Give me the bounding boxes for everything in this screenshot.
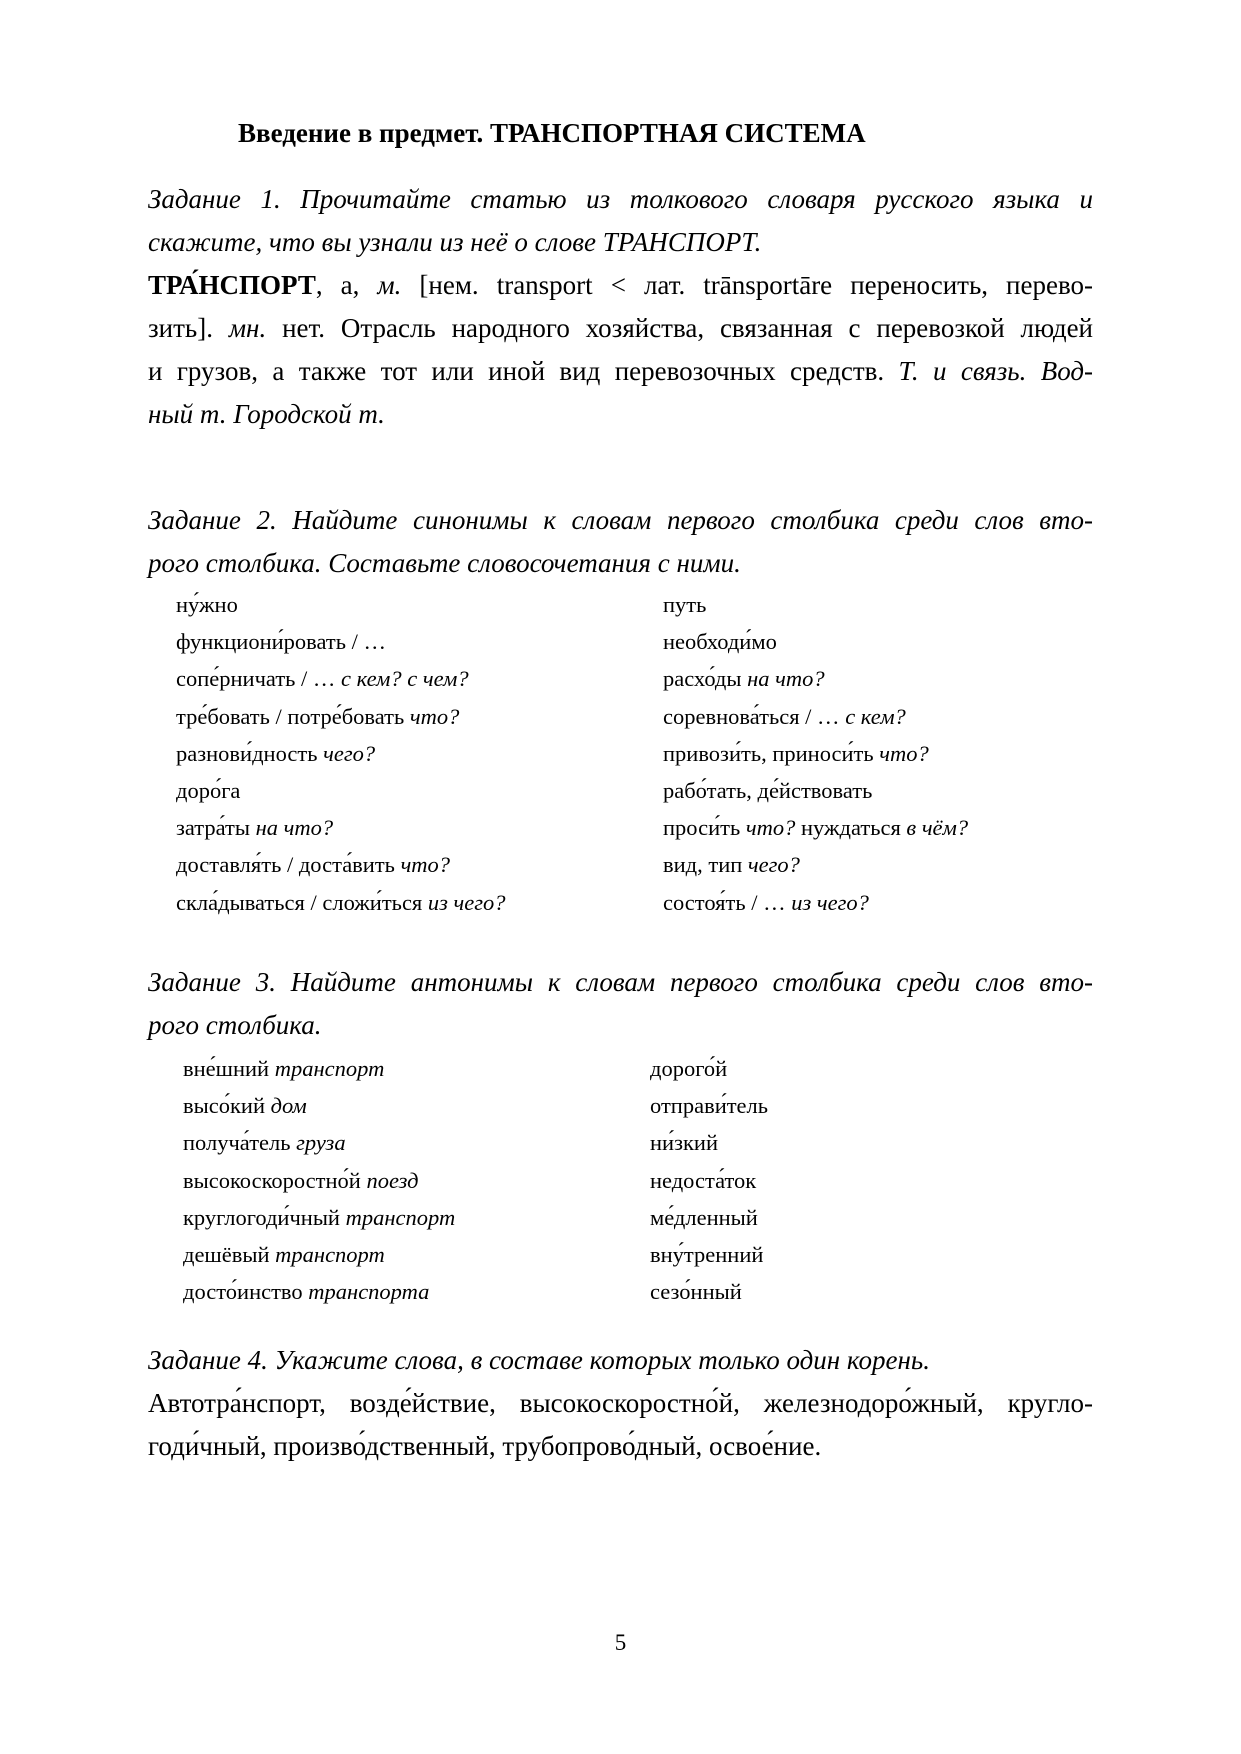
left-noun: транспорта bbox=[308, 1279, 430, 1305]
synonym-left-cell bbox=[176, 735, 375, 772]
task-1 bbox=[148, 178, 1093, 436]
right-word-2: нуждаться bbox=[795, 815, 907, 841]
left-question: что? bbox=[409, 703, 460, 729]
synonym-left-cell bbox=[176, 809, 333, 846]
antonym-right-cell: сезо́нный bbox=[650, 1279, 742, 1305]
antonym-right-cell: отправи́тель bbox=[650, 1093, 769, 1119]
synonym-right-cell bbox=[663, 735, 929, 772]
left-question: на что? bbox=[255, 815, 334, 841]
synonym-right-cell bbox=[663, 846, 800, 883]
task-4-words-line-2: годи́чный, произво́дственный, трубопрово́дный, освое́ние. bbox=[148, 1431, 822, 1461]
synonym-right-cell bbox=[663, 772, 872, 809]
left-word: тре́бовать / потре́бовать bbox=[176, 703, 410, 729]
table-row bbox=[176, 623, 1036, 660]
left-question: что? bbox=[400, 852, 451, 878]
right-question: чего? bbox=[747, 852, 800, 878]
synonym-left-cell bbox=[176, 846, 450, 883]
antonym-right-cell: ни́зкий bbox=[650, 1130, 718, 1156]
right-word: соревнова́ться / … bbox=[663, 703, 846, 729]
antonym-left-cell bbox=[183, 1236, 385, 1273]
table-row bbox=[183, 1050, 1043, 1087]
right-question: что? bbox=[745, 815, 796, 841]
left-word: получа́тель bbox=[183, 1130, 297, 1156]
left-question: из чего? bbox=[427, 889, 506, 915]
right-word: рабо́тать, де́йствовать bbox=[663, 777, 873, 803]
dictionary-entry-line-1: ТРА́НСПОРТ, а, м. [нем. transport < лат. trānsportāre переносить, перево- bbox=[148, 270, 1094, 300]
right-word: путь bbox=[663, 592, 707, 617]
left-word: скла́дываться / сложи́ться bbox=[176, 889, 428, 915]
antonym-left-cell bbox=[183, 1162, 419, 1199]
entry-headword: ТРА́НСПОРТ bbox=[148, 270, 316, 300]
synonym-right-cell bbox=[663, 660, 825, 697]
task-3-instruction-line-1: Задание 3. Найдите антонимы к словам первого столбика среди слов вто- bbox=[148, 967, 1093, 997]
right-word: состоя́ть / … bbox=[663, 889, 792, 915]
left-noun: транспорт bbox=[345, 1204, 456, 1230]
table-row bbox=[176, 809, 1036, 846]
task-1-instruction-line-1: Задание 1. Прочитайте статью из толкового словаря русского языка и bbox=[148, 184, 1093, 214]
left-noun: дом bbox=[270, 1093, 307, 1119]
synonym-right-cell bbox=[663, 884, 869, 921]
task-3 bbox=[148, 961, 1093, 1047]
dictionary-entry-line-3: и грузов, а также тот или иной вид перевозочных средств. Т. и связь. Вод- bbox=[148, 356, 1093, 386]
task-2-instruction-line-2: рого столбика. Составьте словосочетания с ними. bbox=[148, 548, 741, 578]
synonyms-table bbox=[176, 586, 1036, 921]
synonym-left-cell bbox=[176, 660, 469, 697]
left-word: сопе́рничать / … bbox=[176, 666, 342, 692]
table-row bbox=[183, 1273, 1043, 1310]
left-noun: транспорт bbox=[275, 1241, 385, 1267]
table-row bbox=[176, 772, 1036, 809]
left-word: доро́га bbox=[176, 777, 241, 803]
right-word: расхо́ды bbox=[663, 666, 748, 692]
synonym-left-cell bbox=[176, 772, 240, 809]
antonym-left-cell bbox=[183, 1124, 346, 1161]
antonym-left-cell bbox=[183, 1273, 429, 1310]
right-word: вид, тип bbox=[663, 852, 748, 878]
table-row bbox=[176, 586, 1036, 623]
antonym-left-cell bbox=[183, 1087, 307, 1124]
antonym-left-cell bbox=[183, 1199, 455, 1236]
left-word: высо́кий bbox=[183, 1093, 271, 1119]
page-title: Введение в предмет. ТРАНСПОРТНАЯ СИСТЕМА bbox=[238, 118, 866, 148]
dictionary-entry-line-2: зить]. мн. нет. Отрасль народного хозяйства, связанная с перевозкой людей bbox=[148, 313, 1094, 343]
right-question-2: в чём? bbox=[906, 815, 969, 841]
table-row bbox=[183, 1236, 1043, 1273]
left-word: ну́жно bbox=[176, 592, 238, 617]
antonym-left-cell bbox=[183, 1050, 384, 1087]
left-word: высокоскоростно́й bbox=[183, 1167, 367, 1193]
task-4 bbox=[148, 1339, 1093, 1468]
left-noun: транспорт bbox=[274, 1056, 385, 1081]
right-question: из чего? bbox=[791, 889, 869, 915]
dictionary-entry-line-4: ный т. Городской т. bbox=[148, 399, 385, 429]
synonym-left-cell bbox=[176, 698, 459, 735]
synonym-left-cell bbox=[176, 623, 386, 660]
antonym-right-cell: недоста́ток bbox=[650, 1167, 757, 1193]
right-question: с кем? bbox=[845, 703, 906, 729]
left-word: разнови́дность bbox=[176, 740, 324, 766]
table-row bbox=[183, 1087, 1043, 1124]
right-question: что? bbox=[879, 740, 929, 766]
page-number: 5 bbox=[614, 1630, 627, 1655]
task-1-instruction-line-2: скажите, что вы узнали из неё о слове ТРАНСПОРТ. bbox=[148, 227, 762, 257]
left-noun: поезд bbox=[366, 1167, 419, 1193]
table-row bbox=[183, 1162, 1043, 1199]
synonym-right-cell bbox=[663, 809, 968, 846]
table-row bbox=[176, 884, 1036, 921]
synonym-right-cell bbox=[663, 586, 706, 623]
task-2-instruction-line-1: Задание 2. Найдите синонимы к словам первого столбика среди слов вто- bbox=[148, 505, 1093, 535]
left-word: функциони́ровать / … bbox=[176, 629, 386, 655]
table-row bbox=[176, 660, 1036, 697]
right-word: привози́ть, приноси́ть bbox=[663, 740, 880, 766]
antonym-right-cell: вну́тренний bbox=[650, 1241, 764, 1267]
table-row bbox=[183, 1199, 1043, 1236]
synonym-left-cell bbox=[176, 884, 506, 921]
antonym-right-cell: ме́дленный bbox=[650, 1204, 758, 1230]
left-word: вне́шний bbox=[183, 1056, 275, 1081]
left-word: доставля́ть / доста́вить bbox=[176, 852, 401, 878]
antonyms-table bbox=[183, 1050, 1043, 1310]
left-word: дешёвый bbox=[183, 1241, 276, 1267]
right-word: проси́ть bbox=[663, 815, 746, 841]
task-4-instruction: Задание 4. Укажите слова, в составе которых только один корень. bbox=[148, 1345, 930, 1375]
left-word: досто́инство bbox=[183, 1279, 309, 1305]
synonym-right-cell bbox=[663, 698, 906, 735]
synonym-right-cell bbox=[663, 623, 777, 660]
antonym-right-cell: дорого́й bbox=[650, 1056, 728, 1081]
table-row bbox=[176, 846, 1036, 883]
left-noun: груза bbox=[296, 1130, 346, 1156]
task-3-instruction-line-2: рого столбика. bbox=[148, 1010, 322, 1040]
right-question: на что? bbox=[747, 666, 825, 692]
table-row bbox=[176, 698, 1036, 735]
task-2 bbox=[148, 499, 1093, 585]
left-question: с кем? с чем? bbox=[341, 666, 469, 692]
task-4-words-line-1: Автотра́нспорт, возде́йствие, высокоскоростно́й, железнодоро́жный, кругло- bbox=[148, 1388, 1093, 1418]
synonym-left-cell bbox=[176, 586, 238, 623]
table-row bbox=[183, 1124, 1043, 1161]
left-question: чего? bbox=[323, 740, 376, 766]
left-word: затра́ты bbox=[176, 815, 256, 841]
right-word: необходи́мо bbox=[663, 629, 777, 655]
left-word: круглогоди́чный bbox=[183, 1204, 346, 1230]
table-row bbox=[176, 735, 1036, 772]
